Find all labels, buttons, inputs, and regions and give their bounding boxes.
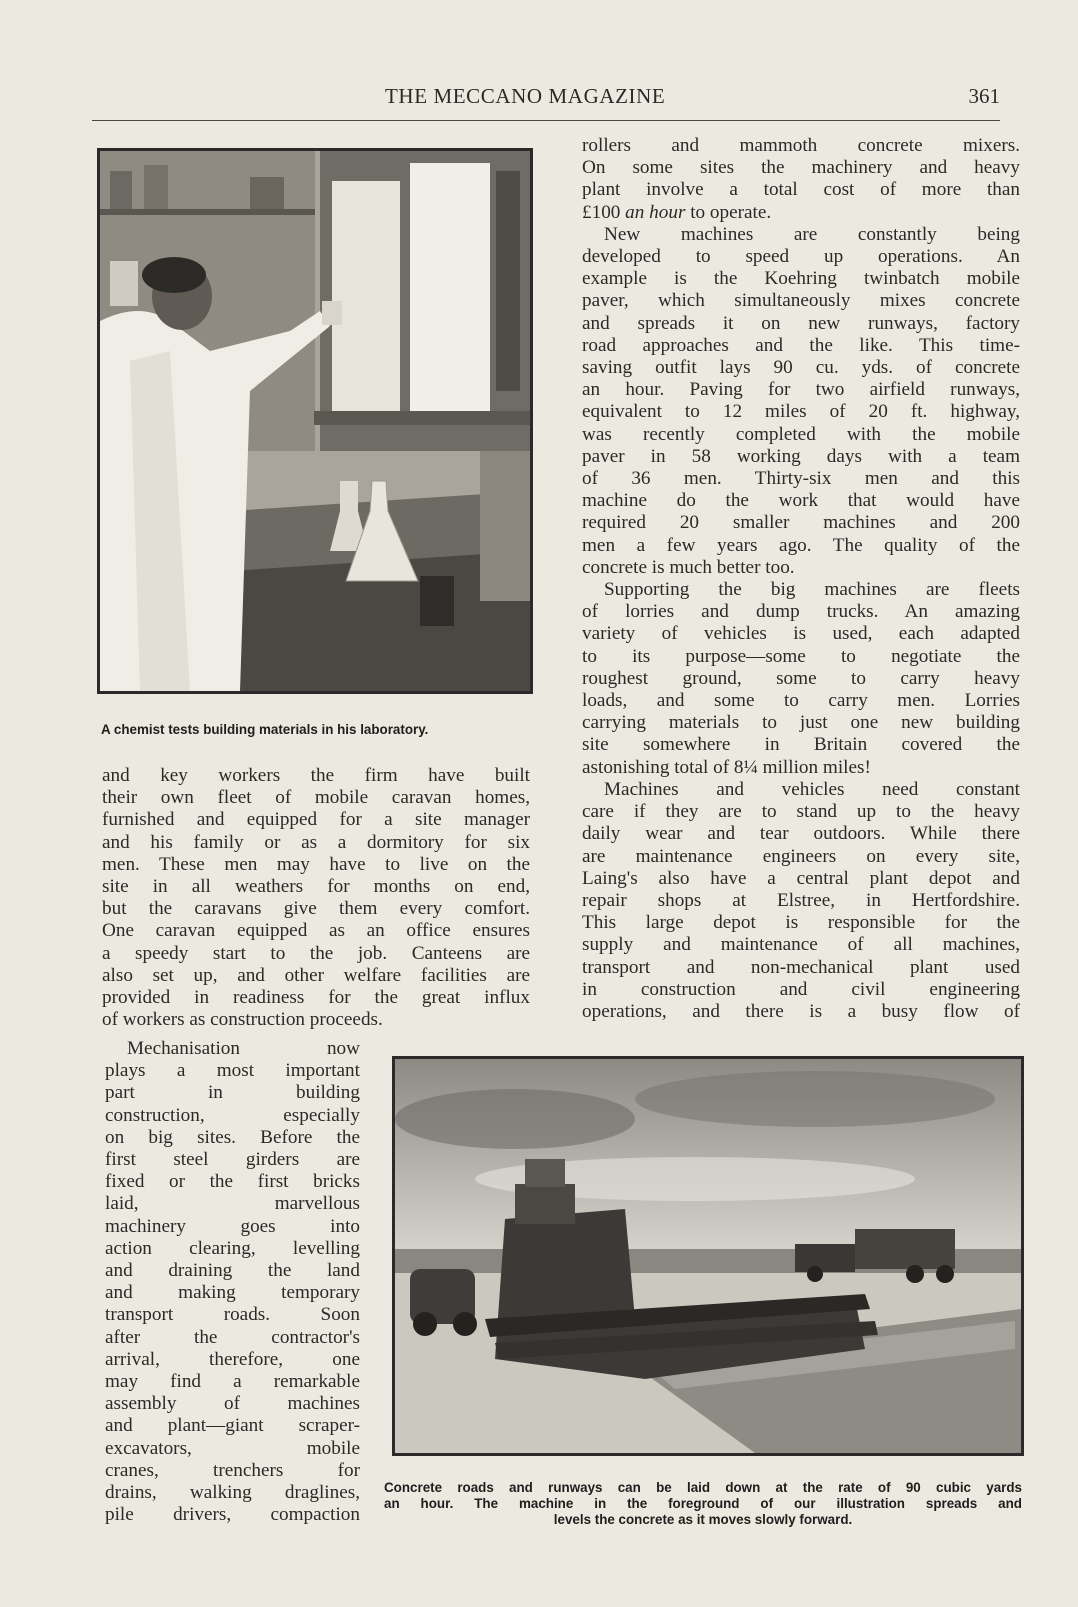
text-line: construction, especially [105, 1104, 360, 1126]
text-line: One caravan equipped as an office ensures [102, 920, 530, 942]
caption-line: levels the concrete as it moves slowly forward. [553, 1512, 853, 1527]
text-line: daily wear and tear outdoors. While there [582, 823, 1020, 845]
text-line: Laing's also have a central plant depot and [582, 867, 1020, 889]
text-line: also set up, and other welfare facilities are [102, 964, 530, 986]
text-line: example is the Koehring twinbatch mobile [582, 268, 1020, 290]
text-fragment: £100 [582, 201, 626, 223]
text-line: road approaches and the like. This time- [582, 334, 1020, 356]
text-line [582, 202, 1020, 224]
text-line: assembly of machines [105, 1393, 360, 1415]
text-line: drains, walking draglines, [105, 1482, 360, 1504]
text-line: first steel girders are [105, 1149, 360, 1171]
text-line: This large depot is responsible for the [582, 912, 1020, 934]
text-line: and spreads it on new runways, factory [582, 312, 1020, 334]
magazine-title: THE MECCANO MAGAZINE [385, 84, 666, 108]
text-line: New machines are constantly being [604, 223, 1020, 245]
text-line: Mechanisation now [127, 1038, 360, 1059]
text-line: Supporting the big machines are fleets [604, 579, 1020, 601]
chemist-laboratory-photo [97, 148, 533, 694]
text-fragment: to operate. [685, 201, 772, 223]
concrete-paver-photo [392, 1056, 1024, 1456]
text-line: but the caravans give them every comfort. [102, 898, 530, 920]
text-line: Machines and vehicles need constant [604, 778, 1020, 800]
page-number: 361 [968, 84, 1000, 108]
text-line: and his family or as a dormitory for six [102, 831, 530, 853]
text-line: rollers and mammoth concrete mixers. [582, 135, 1020, 156]
text-line: pile drivers, compaction [105, 1504, 360, 1526]
text-line: in construction and civil engineering [582, 978, 1020, 1000]
right-column-text [582, 135, 1020, 1023]
text-line: furnished and equipped for a site manager [102, 809, 530, 831]
text-line: developed to speed up operations. An [582, 246, 1020, 268]
text-line: arrival, therefore, one [105, 1348, 360, 1370]
narrow-column-text [105, 1038, 360, 1526]
text-line: repair shops at Elstree, in Hertfordshire. [582, 889, 1020, 911]
text-line: transport and non-mechanical plant used [582, 956, 1020, 978]
text-line: after the contractor's [105, 1326, 360, 1348]
text-line: men. These men may have to live on the [102, 853, 530, 875]
text-line: paver in 58 working days with a team [582, 445, 1020, 467]
text-line: provided in readiness for the great influx [102, 987, 530, 1009]
text-line: a speedy start to the job. Canteens are [102, 942, 530, 964]
text-line: and draining the land [105, 1260, 360, 1282]
text-line: astonishing total of 8¼ million miles! [582, 756, 871, 778]
text-line: site in all weathers for months on end, [102, 876, 530, 898]
text-line: plays a most important [105, 1060, 360, 1082]
text-line: transport roads. Soon [105, 1304, 360, 1326]
text-line: and key workers the firm have built [102, 765, 530, 786]
text-line: required 20 smaller machines and 200 [582, 512, 1020, 534]
caption-line: an hour. The machine in the foreground of our illustration spreads and [384, 1496, 1022, 1511]
text-line: carrying materials to just one new building [582, 712, 1020, 734]
text-line: care if they are to stand up to the heavy [582, 801, 1020, 823]
text-line: action clearing, levelling [105, 1237, 360, 1259]
text-line: of lorries and dump trucks. An amazing [582, 601, 1020, 623]
text-line: of workers as construction proceeds. [102, 1009, 383, 1031]
text-line: fixed or the first bricks [105, 1171, 360, 1193]
text-line: to its purpose—some to negotiate the [582, 645, 1020, 667]
text-line: On some sites the machinery and heavy [582, 157, 1020, 179]
text-line: laid, marvellous [105, 1193, 360, 1215]
text-line: cranes, trenchers for [105, 1459, 360, 1481]
text-line: men a few years ago. The quality of the [582, 534, 1020, 556]
text-line: site somewhere in Britain covered the [582, 734, 1020, 756]
text-line: concrete is much better too. [582, 556, 795, 578]
text-line: paver, which simultaneously mixes concrete [582, 290, 1020, 312]
text-line: are maintenance engineers on every site, [582, 845, 1020, 867]
text-line: machinery goes into [105, 1215, 360, 1237]
caption-line: Concrete roads and runways can be laid down at the rate of 90 cubic yards [384, 1480, 1022, 1495]
running-header [100, 84, 1000, 114]
left-column-text [102, 765, 530, 1031]
text-line: of 36 men. Thirty-six men and this [582, 468, 1020, 490]
text-line: an hour. Paving for two airfield runways, [582, 379, 1020, 401]
text-line: supply and maintenance of all machines, [582, 934, 1020, 956]
text-line: equivalent to 12 miles of 20 ft. highway, [582, 401, 1020, 423]
text-line: their own fleet of mobile caravan homes, [102, 787, 530, 809]
text-line: on big sites. Before the [105, 1126, 360, 1148]
header-rule [92, 120, 1000, 121]
text-line: and making temporary [105, 1282, 360, 1304]
text-line: saving outfit lays 90 cu. yds. of concrete [582, 357, 1020, 379]
text-line: excavators, mobile [105, 1437, 360, 1459]
text-line: part in building [105, 1082, 360, 1104]
text-line: machine do the work that would have [582, 490, 1020, 512]
text-line: roughest ground, some to carry heavy [582, 667, 1020, 689]
chemist-photo-caption: A chemist tests building materials in his laboratory. [101, 722, 429, 737]
text-line: variety of vehicles is used, each adapted [582, 623, 1020, 645]
text-line: plant involve a total cost of more than [582, 179, 1020, 201]
text-line: was recently completed with the mobile [582, 423, 1020, 445]
text-line: may find a remarkable [105, 1371, 360, 1393]
italic-phrase: an hour [625, 201, 686, 223]
text-line: loads, and some to carry men. Lorries [582, 690, 1020, 712]
text-line: and plant—giant scraper- [105, 1415, 360, 1437]
paver-photo-caption [384, 1480, 1022, 1528]
text-line: operations, and there is a busy flow of [582, 1000, 1020, 1022]
